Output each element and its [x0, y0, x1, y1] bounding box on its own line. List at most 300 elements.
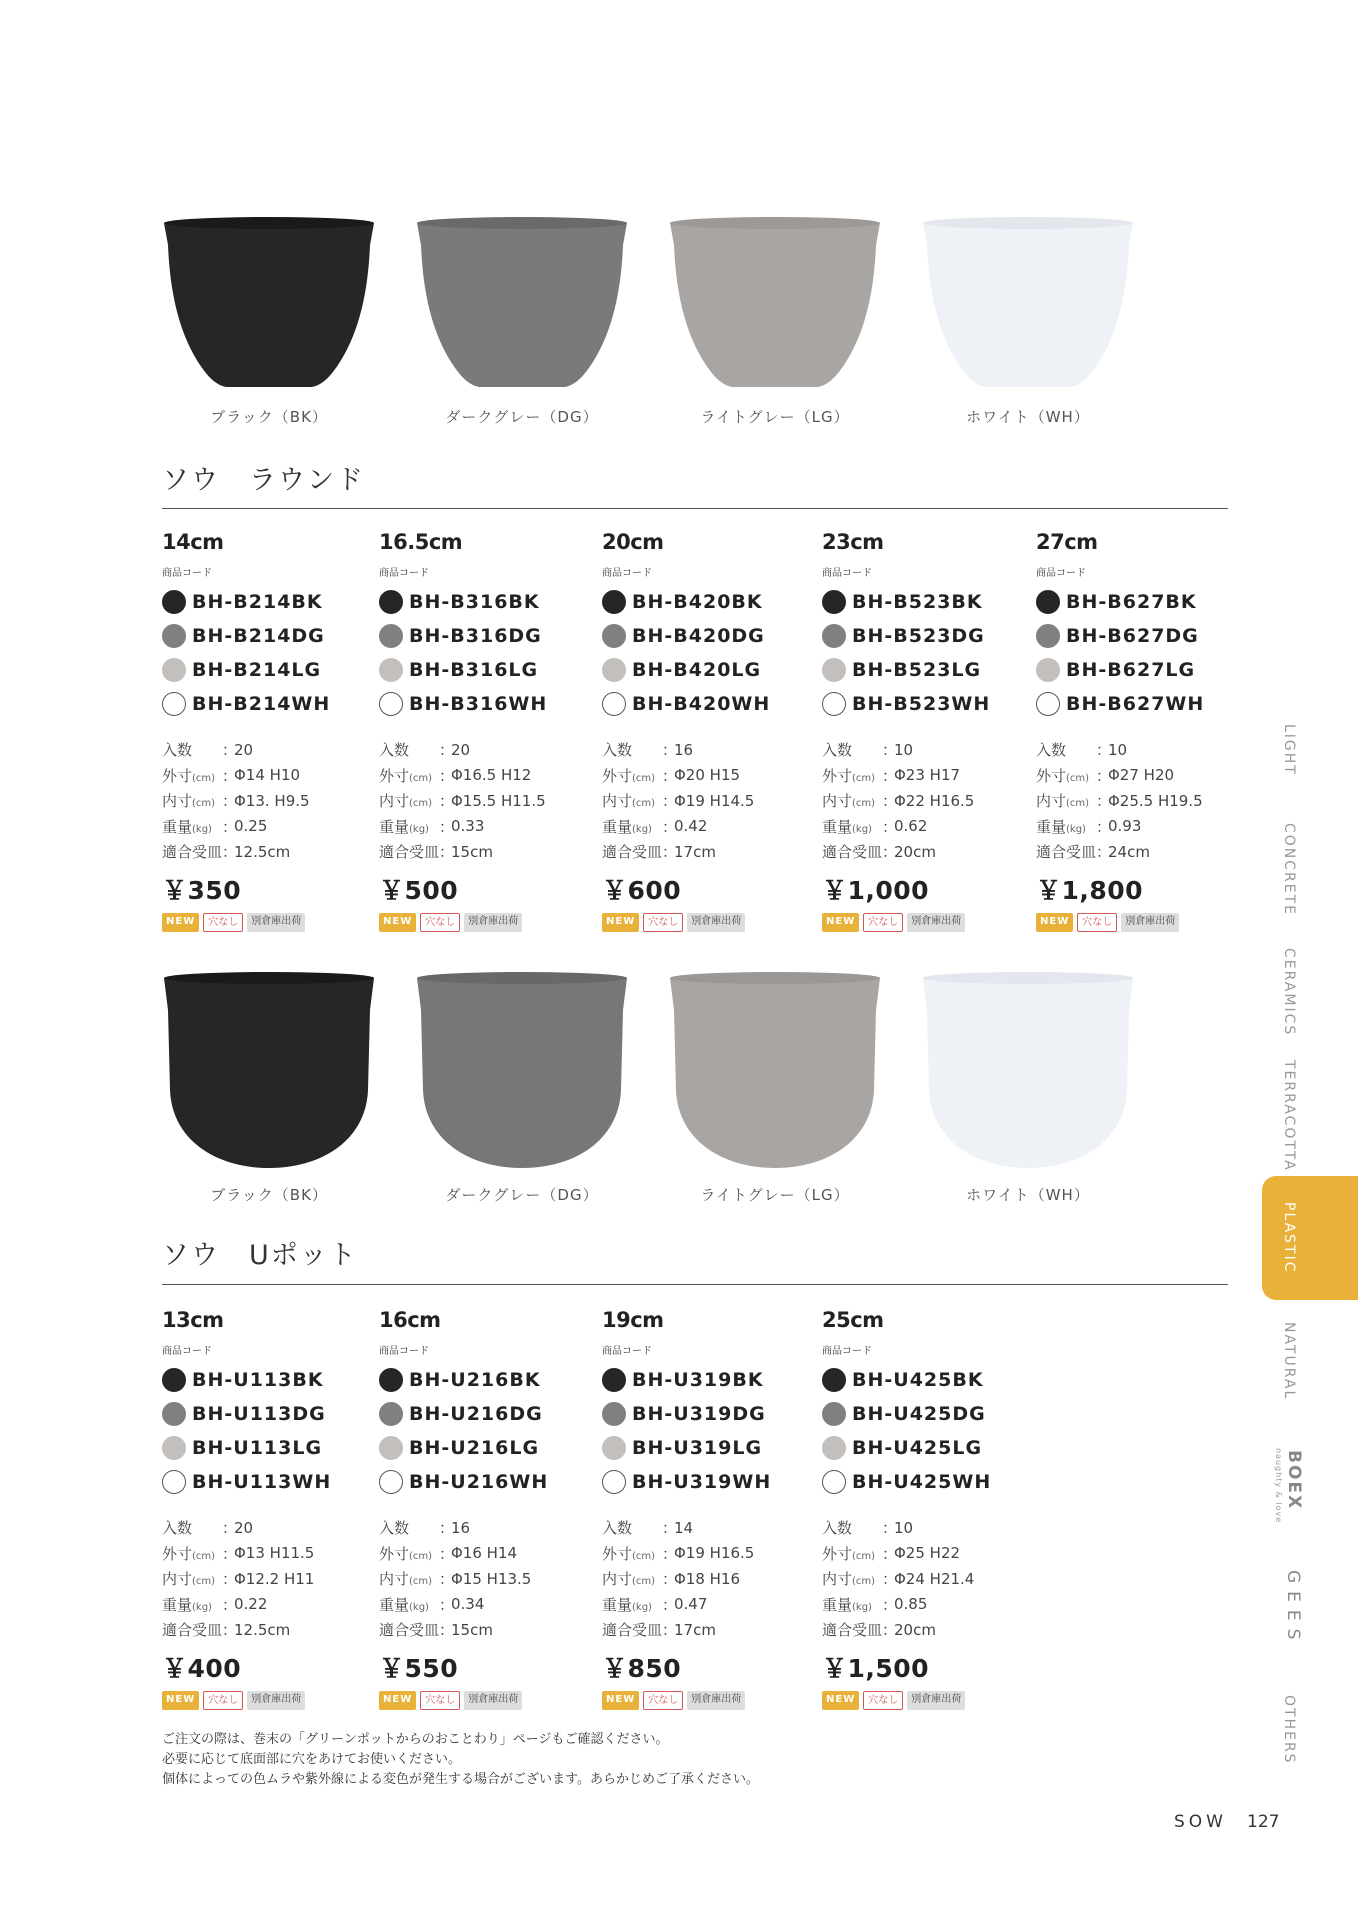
spec-key-label: 適合受皿 — [822, 843, 883, 862]
product-badges — [1036, 913, 1256, 932]
spec-separator: ： — [1096, 741, 1112, 760]
no-hole-badge: 穴なし — [1077, 913, 1117, 932]
product-code-row — [162, 1363, 382, 1397]
product-badges — [162, 913, 382, 932]
product-code: BH-U425LG — [852, 1437, 983, 1459]
spec-key — [602, 790, 662, 811]
product-badges — [162, 1691, 382, 1710]
spec-unit: (cm) — [192, 772, 216, 784]
warehouse-badge: 別倉庫出荷 — [687, 913, 745, 932]
color-swatch-icon — [162, 1368, 186, 1392]
spec-separator: ： — [882, 843, 898, 862]
no-hole-badge: 穴なし — [420, 913, 460, 932]
product-code: BH-B420DG — [632, 625, 765, 647]
side-tab-ceramics[interactable]: CERAMICS — [1281, 948, 1297, 1037]
spec-row-inner — [822, 1566, 1042, 1592]
spec-unit: (kg) — [632, 823, 652, 835]
spec-unit: (cm) — [1066, 772, 1090, 784]
color-swatch-icon — [1036, 658, 1060, 682]
product-code: BH-B316WH — [409, 693, 548, 715]
spec-separator: ： — [662, 741, 678, 760]
spec-key-label: 内寸 — [162, 1570, 193, 1589]
note-line: 必要に応じて底面部に穴をあけてお使いください。 — [162, 1752, 462, 1767]
spec-key — [822, 739, 882, 760]
product-code-row — [822, 619, 1042, 653]
no-hole-badge: 穴なし — [863, 1691, 903, 1710]
product-column — [379, 1308, 599, 1710]
pot-label-black: ブラック（BK） — [210, 408, 328, 426]
color-swatch-icon — [822, 1436, 846, 1460]
spec-unit: (cm) — [852, 1576, 876, 1588]
spec-separator: ： — [662, 1621, 678, 1640]
spec-key-label: 外寸 — [822, 1544, 853, 1563]
spec-row-saucer — [379, 1617, 599, 1643]
spec-key-label: 入数 — [162, 1519, 193, 1538]
spec-row-outer — [602, 1541, 822, 1567]
product-code-row — [602, 653, 822, 687]
product-code-row — [822, 1465, 1042, 1499]
color-swatch-icon — [822, 624, 846, 648]
spec-key-label: 外寸 — [602, 1544, 633, 1563]
spec-key — [162, 1517, 222, 1538]
product-specs — [602, 737, 822, 865]
spec-key-label: 適合受皿 — [379, 1621, 440, 1640]
color-swatch-icon — [162, 590, 186, 614]
spec-row-inner — [379, 788, 599, 814]
spec-key — [1036, 739, 1096, 760]
spec-row-inner — [162, 788, 382, 814]
no-hole-badge: 穴なし — [420, 1691, 460, 1710]
side-tab-concrete[interactable]: CONCRETE — [1281, 823, 1297, 917]
spec-row-inner — [602, 788, 822, 814]
spec-row-inner — [1036, 788, 1256, 814]
product-code-row — [822, 1431, 1042, 1465]
spec-row-qty — [822, 1515, 1042, 1541]
spec-unit: (kg) — [409, 1601, 429, 1613]
spec-separator: ： — [882, 741, 898, 760]
product-code-row — [1036, 653, 1256, 687]
spec-row-outer — [1036, 763, 1256, 789]
product-code: BH-B420BK — [632, 591, 763, 613]
product-code: BH-B627WH — [1066, 693, 1205, 715]
note-line: ご注文の際は、巻末の「グリーンポットからのおことわり」ページもご確認ください。 — [162, 1732, 669, 1747]
pot-round-white-shape — [921, 215, 1135, 390]
spec-key — [1036, 790, 1096, 811]
spec-row-saucer — [602, 839, 822, 865]
product-code: BH-U319LG — [632, 1437, 763, 1459]
side-tab-terracotta[interactable]: TERRACOTTA — [1281, 1060, 1297, 1172]
spec-key-label: 外寸 — [602, 766, 633, 785]
spec-row-weight — [822, 1592, 1042, 1618]
pot-label-darkgray: ダークグレー（DG） — [445, 408, 599, 426]
color-swatch-icon — [822, 1402, 846, 1426]
product-code: BH-B420LG — [632, 659, 762, 681]
spec-key-label: 入数 — [602, 741, 633, 760]
product-code-row — [822, 585, 1042, 619]
spec-row-weight — [1036, 814, 1256, 840]
color-swatch-icon — [822, 658, 846, 682]
spec-value: Φ23 H17 — [894, 766, 961, 785]
product-code: BH-B627DG — [1066, 625, 1199, 647]
no-hole-badge: 穴なし — [203, 1691, 243, 1710]
product-code: BH-B214WH — [192, 693, 331, 715]
pot-label-lightgray: ライトグレー（LG） — [700, 408, 850, 426]
spec-key — [162, 1568, 222, 1589]
spec-key — [822, 790, 882, 811]
color-swatch-icon — [162, 624, 186, 648]
spec-separator: ： — [439, 792, 455, 811]
spec-key — [602, 1594, 662, 1615]
spec-key — [379, 1517, 439, 1538]
spec-value: 0.25 — [234, 817, 268, 836]
spec-key-label: 適合受皿 — [822, 1621, 883, 1640]
side-tab-plastic[interactable]: PLASTIC — [1281, 1202, 1297, 1274]
spec-value: 0.34 — [451, 1595, 485, 1614]
pot-u-darkgray-shape — [415, 970, 629, 1170]
spec-key — [162, 1594, 222, 1615]
product-code-row — [1036, 687, 1256, 721]
spec-key — [379, 1619, 439, 1640]
product-code-row — [379, 585, 599, 619]
color-swatch-icon — [822, 692, 846, 716]
spec-separator: ： — [882, 817, 898, 836]
product-code: BH-B316LG — [409, 659, 539, 681]
spec-row-outer — [602, 763, 822, 789]
section-title-upot: ソウ Uポット — [162, 1240, 358, 1271]
spec-value: 0.62 — [894, 817, 928, 836]
spec-key-label: 外寸 — [822, 766, 853, 785]
color-swatch-icon — [602, 692, 626, 716]
spec-row-qty — [379, 1515, 599, 1541]
spec-unit: (cm) — [632, 1576, 656, 1588]
product-price: ￥1,800 — [1036, 875, 1144, 905]
spec-key — [162, 765, 222, 786]
new-badge: NEW — [822, 913, 859, 932]
spec-key-label: 外寸 — [162, 1544, 193, 1563]
product-code: BH-B523WH — [852, 693, 991, 715]
spec-separator: ： — [662, 843, 678, 862]
product-code-label: 商品コード — [602, 1346, 652, 1357]
spec-value: 16 — [674, 740, 694, 759]
product-code-label: 商品コード — [822, 1346, 872, 1357]
color-swatch-icon — [162, 1436, 186, 1460]
spec-separator: ： — [882, 1519, 898, 1538]
spec-key-label: 重量 — [602, 817, 633, 836]
product-code-row — [379, 1431, 599, 1465]
spec-key-label: 内寸 — [822, 792, 853, 811]
product-code: BH-B523LG — [852, 659, 982, 681]
product-code-row — [1036, 585, 1256, 619]
spec-separator: ： — [222, 1544, 238, 1563]
page-number: 127 — [1247, 1812, 1280, 1832]
spec-unit: (kg) — [852, 823, 872, 835]
product-price: ￥350 — [162, 875, 242, 905]
no-hole-badge: 穴なし — [643, 913, 683, 932]
spec-value: Φ16.5 H12 — [451, 766, 532, 785]
spec-key-label: 重量 — [1036, 817, 1067, 836]
order-notes — [162, 1730, 759, 1790]
spec-key — [379, 816, 439, 837]
product-price: ￥850 — [602, 1653, 682, 1683]
spec-separator: ： — [662, 1544, 678, 1563]
product-code-row — [822, 1397, 1042, 1431]
product-code-row — [822, 1363, 1042, 1397]
product-code: BH-U319BK — [632, 1369, 764, 1391]
spec-key-label: 適合受皿 — [162, 843, 223, 862]
new-badge: NEW — [1036, 913, 1073, 932]
spec-key-label: 入数 — [379, 741, 410, 760]
color-swatch-icon — [379, 1470, 403, 1494]
spec-unit: (cm) — [192, 1550, 216, 1562]
product-size: 27cm — [1036, 530, 1098, 554]
spec-key — [822, 816, 882, 837]
color-swatch-icon — [1036, 590, 1060, 614]
color-swatch-icon — [379, 590, 403, 614]
spec-separator: ： — [662, 1570, 678, 1589]
warehouse-badge: 別倉庫出荷 — [907, 913, 965, 932]
spec-separator: ： — [662, 766, 678, 785]
spec-value: 0.42 — [674, 817, 708, 836]
spec-value: 14 — [674, 1518, 694, 1537]
spec-row-qty — [602, 1515, 822, 1541]
product-column — [162, 530, 382, 932]
product-size: 25cm — [822, 1308, 884, 1332]
spec-key — [162, 841, 222, 862]
spec-row-saucer — [162, 1617, 382, 1643]
spec-value: Φ25.5 H19.5 — [1108, 791, 1203, 810]
product-specs — [602, 1515, 822, 1643]
spec-key — [162, 816, 222, 837]
pot-round-darkgray-shape — [415, 215, 629, 390]
spec-separator: ： — [222, 817, 238, 836]
spec-key — [822, 1619, 882, 1640]
product-code-row — [162, 585, 382, 619]
spec-key-label: 外寸 — [379, 766, 410, 785]
new-badge: NEW — [379, 913, 416, 932]
spec-unit: (cm) — [409, 1576, 433, 1588]
spec-row-saucer — [822, 1617, 1042, 1643]
spec-value: 17cm — [674, 1620, 716, 1639]
spec-separator: ： — [439, 843, 455, 862]
product-code: BH-U319DG — [632, 1403, 766, 1425]
spec-value: 0.33 — [451, 817, 485, 836]
color-swatch-icon — [162, 1402, 186, 1426]
color-swatch-icon — [822, 1470, 846, 1494]
product-badges — [379, 913, 599, 932]
product-code-row — [602, 1397, 822, 1431]
product-code-label: 商品コード — [379, 568, 429, 579]
spec-row-weight — [822, 814, 1042, 840]
spec-value: 10 — [894, 740, 914, 759]
product-badges — [602, 913, 822, 932]
spec-value: 12.5cm — [234, 842, 291, 861]
spec-row-outer — [379, 1541, 599, 1567]
spec-row-outer — [822, 1541, 1042, 1567]
spec-value: 20cm — [894, 1620, 936, 1639]
upot-label-lightgray: ライトグレー（LG） — [700, 1186, 850, 1204]
product-code-row — [162, 687, 382, 721]
product-code-label: 商品コード — [602, 568, 652, 579]
spec-separator: ： — [1096, 817, 1112, 836]
pot-round-black-shape — [162, 215, 376, 390]
side-tab-natural[interactable]: NATURAL — [1281, 1322, 1297, 1401]
spec-unit: (cm) — [852, 772, 876, 784]
spec-key-label: 内寸 — [822, 1570, 853, 1589]
product-size: 13cm — [162, 1308, 224, 1332]
spec-value: Φ22 H16.5 — [894, 791, 975, 810]
side-tab-plastic-active[interactable] — [1262, 1176, 1358, 1300]
spec-value: 20 — [451, 740, 471, 759]
spec-row-outer — [379, 763, 599, 789]
spec-separator: ： — [882, 1570, 898, 1589]
product-code: BH-B214LG — [192, 659, 322, 681]
warehouse-badge: 別倉庫出荷 — [247, 1691, 305, 1710]
spec-value: Φ16 H14 — [451, 1544, 518, 1563]
spec-unit: (cm) — [632, 798, 656, 810]
product-size: 23cm — [822, 530, 884, 554]
spec-value: 15cm — [451, 842, 493, 861]
spec-key — [822, 841, 882, 862]
product-code-row — [822, 653, 1042, 687]
spec-key-label: 重量 — [162, 1595, 193, 1614]
pot-image-white — [921, 215, 1135, 390]
spec-row-saucer — [379, 839, 599, 865]
spec-key-label: 適合受皿 — [602, 1621, 663, 1640]
spec-key-label: 入数 — [602, 1519, 633, 1538]
spec-unit: (cm) — [192, 1576, 216, 1588]
spec-row-saucer — [1036, 839, 1256, 865]
product-code-label: 商品コード — [162, 568, 212, 579]
spec-row-inner — [162, 1566, 382, 1592]
spec-unit: (kg) — [192, 823, 212, 835]
product-badges — [379, 1691, 599, 1710]
color-swatch-icon — [379, 1402, 403, 1426]
spec-row-outer — [162, 763, 382, 789]
color-swatch-icon — [1036, 624, 1060, 648]
color-swatch-icon — [162, 1470, 186, 1494]
product-code-row — [379, 687, 599, 721]
spec-value: Φ25 H22 — [894, 1544, 961, 1563]
spec-row-qty — [162, 737, 382, 763]
side-tab-gees[interactable]: GEES — [1283, 1570, 1303, 1648]
spec-separator: ： — [662, 792, 678, 811]
spec-value: 20 — [234, 740, 254, 759]
spec-value: 24cm — [1108, 842, 1150, 861]
product-size: 20cm — [602, 530, 664, 554]
spec-row-weight — [379, 1592, 599, 1618]
spec-separator: ： — [882, 1621, 898, 1640]
product-size: 16cm — [379, 1308, 441, 1332]
upot-label-darkgray: ダークグレー（DG） — [445, 1186, 599, 1204]
spec-row-weight — [379, 814, 599, 840]
product-code-row — [822, 687, 1042, 721]
spec-key — [822, 765, 882, 786]
spec-value: 12.5cm — [234, 1620, 291, 1639]
product-code: BH-B523BK — [852, 591, 983, 613]
side-tab-boex[interactable]: BOEX — [1284, 1450, 1304, 1511]
product-code: BH-U425BK — [852, 1369, 984, 1391]
side-tab-light[interactable]: LIGHT — [1281, 724, 1297, 776]
product-badges — [822, 913, 1042, 932]
upot-image-darkgray — [415, 970, 629, 1170]
spec-separator: ： — [662, 1519, 678, 1538]
product-column — [822, 530, 1042, 932]
product-code-label: 商品コード — [1036, 568, 1086, 579]
spec-key — [1036, 765, 1096, 786]
product-code-row — [379, 1397, 599, 1431]
spec-key — [379, 841, 439, 862]
pot-u-white-shape — [921, 970, 1135, 1170]
spec-key-label: 重量 — [379, 817, 410, 836]
product-column — [1036, 530, 1256, 932]
spec-value: Φ13 H11.5 — [234, 1544, 315, 1563]
product-code-row — [602, 1363, 822, 1397]
side-tab-boex-sub: naughty & love — [1274, 1448, 1283, 1524]
spec-key — [379, 790, 439, 811]
product-code: BH-U319WH — [632, 1471, 772, 1493]
spec-row-qty — [162, 1515, 382, 1541]
spec-value: Φ13. H9.5 — [234, 791, 310, 810]
spec-row-inner — [822, 788, 1042, 814]
spec-key-label: 入数 — [162, 741, 193, 760]
new-badge: NEW — [379, 1691, 416, 1710]
spec-key — [1036, 816, 1096, 837]
product-badges — [822, 1691, 1042, 1710]
pot-image-black — [162, 215, 376, 390]
spec-unit: (cm) — [852, 798, 876, 810]
product-code-row — [602, 1431, 822, 1465]
spec-key — [379, 1594, 439, 1615]
spec-unit: (kg) — [632, 1601, 652, 1613]
spec-key-label: 適合受皿 — [602, 843, 663, 862]
spec-key-label: 内寸 — [162, 792, 193, 811]
spec-row-saucer — [602, 1617, 822, 1643]
spec-separator: ： — [882, 1595, 898, 1614]
spec-unit: (cm) — [632, 772, 656, 784]
product-code-row — [379, 1465, 599, 1499]
product-specs — [379, 1515, 599, 1643]
product-column — [379, 530, 599, 932]
spec-separator: ： — [662, 1595, 678, 1614]
color-swatch-icon — [1036, 692, 1060, 716]
warehouse-badge: 別倉庫出荷 — [464, 1691, 522, 1710]
spec-key-label: 適合受皿 — [379, 843, 440, 862]
spec-key — [162, 790, 222, 811]
product-code-row — [379, 619, 599, 653]
spec-key — [602, 816, 662, 837]
spec-value: Φ19 H16.5 — [674, 1544, 755, 1563]
color-swatch-icon — [379, 624, 403, 648]
spec-key — [1036, 841, 1096, 862]
upot-image-black — [162, 970, 376, 1170]
spec-separator: ： — [1096, 766, 1112, 785]
no-hole-badge: 穴なし — [203, 913, 243, 932]
pot-label-white: ホワイト（WH） — [966, 408, 1090, 426]
product-column — [162, 1308, 382, 1710]
spec-separator: ： — [439, 1544, 455, 1563]
product-specs — [1036, 737, 1256, 865]
spec-key — [162, 1619, 222, 1640]
product-code: BH-U113LG — [192, 1437, 323, 1459]
side-tab-others[interactable]: OTHERS — [1281, 1695, 1297, 1765]
spec-value: Φ12.2 H11 — [234, 1569, 315, 1588]
product-column — [602, 1308, 822, 1710]
spec-key — [822, 1543, 882, 1564]
color-swatch-icon — [602, 658, 626, 682]
spec-key-label: 適合受皿 — [162, 1621, 223, 1640]
color-swatch-icon — [379, 1436, 403, 1460]
spec-separator: ： — [222, 843, 238, 862]
